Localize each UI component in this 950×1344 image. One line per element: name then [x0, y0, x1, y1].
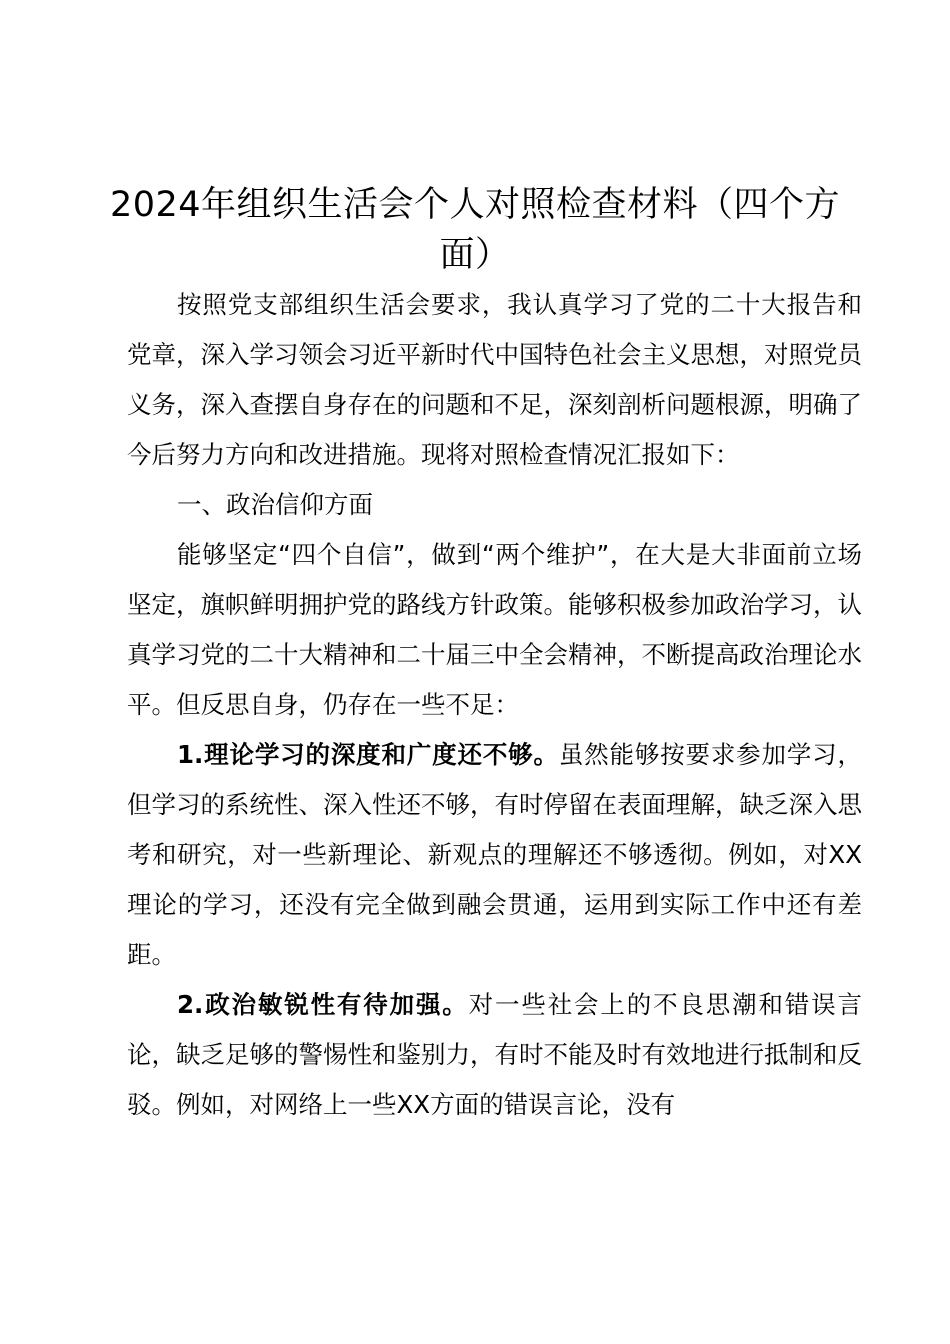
item-paragraph-2: [127, 980, 862, 1130]
section-heading: 一、政治信仰方面: [177, 490, 373, 519]
document-title: 2024年组织生活会个人对照检查材料（四个方面）: [109, 185, 841, 275]
intro-paragraph: 按照党支部组织生活会要求，我认真学习了党的二十大报告和党章，深入学习领会习近平新时代中国特色社会主义思想，对照党员义务，深入查摆自身存在的问题和不足，深刻剖析问题根源，明确了今后努力方向和改进措施。现将对照检查情况汇报如下：: [127, 290, 862, 469]
document-body: [127, 280, 862, 1130]
section-paragraph: 能够坚定“四个自信”，做到“两个维护”，在大是大非面前立场坚定，旗帜鲜明拥护党的路线方针政策。能够积极参加政治学习，认真学习党的二十大精神和二十届三中全会精神，不断提高政治理论水平。但反思自身，仍存在一些不足：: [127, 540, 862, 719]
item-text-1: 虽然能够按要求参加学习，但学习的系统性、深入性还不够，有时停留在表面理解，缺乏深入思考和研究，对一些新理论、新观点的理解还不够透彻。例如，对XX理论的学习，还没有完全做到融会贯通，运用到实际工作中还有差距。: [127, 740, 862, 969]
item-text-2: 对一些社会上的不良思潮和错误言论，缺乏足够的警惕性和鉴别力，有时不能及时有效地进行抵制和反驳。例如，对网络上一些XX方面的错误言论，没有: [127, 990, 862, 1119]
item-title-2: 2.政治敏锐性有待加强。: [177, 990, 469, 1019]
item-title-1: 1.理论学习的深度和广度还不够。: [177, 740, 559, 769]
item-paragraph-1: [127, 730, 862, 980]
